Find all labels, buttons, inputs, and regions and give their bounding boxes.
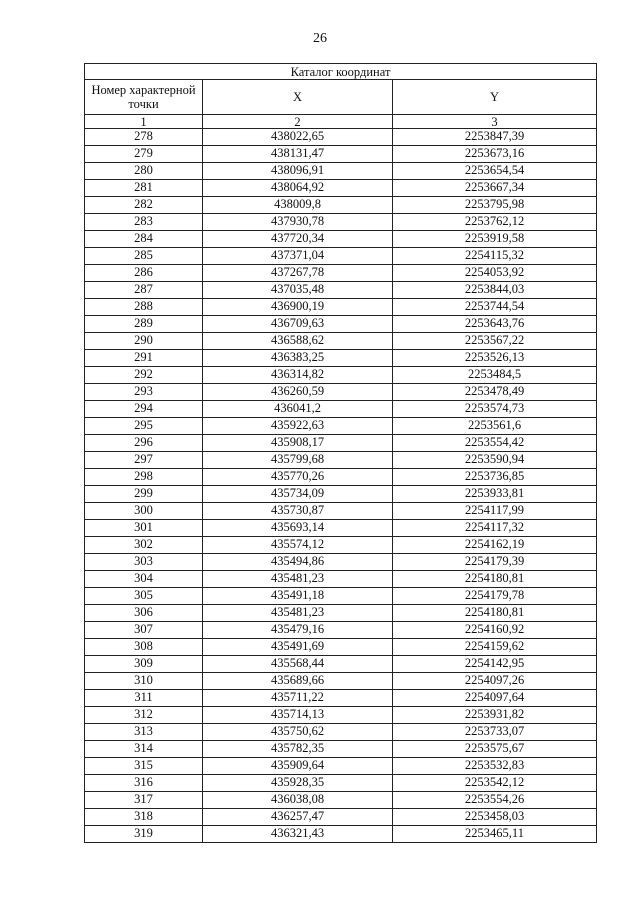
- table-row: [85, 571, 597, 588]
- y-coordinate-cell: 2253744,54: [393, 299, 597, 316]
- point-number-cell: 291: [85, 350, 203, 367]
- x-coordinate-cell: 438009,8: [203, 197, 393, 214]
- table-row: [85, 231, 597, 248]
- point-number-cell: 301: [85, 520, 203, 537]
- point-number-cell: 319: [85, 826, 203, 843]
- table-row: [85, 775, 597, 792]
- table-row: [85, 333, 597, 350]
- point-number-cell: 310: [85, 673, 203, 690]
- table-row: [85, 622, 597, 639]
- column-number-2: 2: [203, 115, 393, 129]
- point-number-cell: 296: [85, 435, 203, 452]
- x-coordinate-cell: 435689,66: [203, 673, 393, 690]
- table-row: [85, 792, 597, 809]
- table-row: [85, 826, 597, 843]
- x-coordinate-cell: 435782,35: [203, 741, 393, 758]
- point-number-cell: 308: [85, 639, 203, 656]
- y-coordinate-cell: 2253554,26: [393, 792, 597, 809]
- header-y: Y: [393, 80, 597, 115]
- table-row: [85, 282, 597, 299]
- point-number-cell: 281: [85, 180, 203, 197]
- table-row: [85, 350, 597, 367]
- table-row: [85, 639, 597, 656]
- y-coordinate-cell: 2253931,82: [393, 707, 597, 724]
- point-number-cell: 278: [85, 129, 203, 146]
- point-number-cell: 313: [85, 724, 203, 741]
- table-row: [85, 809, 597, 826]
- table-row: [85, 741, 597, 758]
- table-row: [85, 367, 597, 384]
- point-number-cell: 282: [85, 197, 203, 214]
- y-coordinate-cell: 2253458,03: [393, 809, 597, 826]
- x-coordinate-cell: 437720,34: [203, 231, 393, 248]
- table-row: [85, 758, 597, 775]
- point-number-cell: 318: [85, 809, 203, 826]
- point-number-cell: 305: [85, 588, 203, 605]
- x-coordinate-cell: 436260,59: [203, 384, 393, 401]
- x-coordinate-cell: 435734,09: [203, 486, 393, 503]
- x-coordinate-cell: 438096,91: [203, 163, 393, 180]
- y-coordinate-cell: 2253574,73: [393, 401, 597, 418]
- table-row: [85, 265, 597, 282]
- y-coordinate-cell: 2253933,81: [393, 486, 597, 503]
- x-coordinate-cell: 436588,62: [203, 333, 393, 350]
- table-row: [85, 724, 597, 741]
- point-number-cell: 306: [85, 605, 203, 622]
- y-coordinate-cell: 2254115,32: [393, 248, 597, 265]
- point-number-cell: 316: [85, 775, 203, 792]
- table-body: [85, 129, 597, 843]
- x-coordinate-cell: 435770,26: [203, 469, 393, 486]
- point-number-cell: 317: [85, 792, 203, 809]
- x-coordinate-cell: 435574,12: [203, 537, 393, 554]
- point-number-cell: 312: [85, 707, 203, 724]
- point-number-cell: 311: [85, 690, 203, 707]
- column-number-1: 1: [85, 115, 203, 129]
- x-coordinate-cell: 436038,08: [203, 792, 393, 809]
- point-number-cell: 294: [85, 401, 203, 418]
- y-coordinate-cell: 2253526,13: [393, 350, 597, 367]
- x-coordinate-cell: 437035,48: [203, 282, 393, 299]
- point-number-cell: 284: [85, 231, 203, 248]
- point-number-cell: 289: [85, 316, 203, 333]
- y-coordinate-cell: 2253667,34: [393, 180, 597, 197]
- point-number-cell: 298: [85, 469, 203, 486]
- x-coordinate-cell: 435491,18: [203, 588, 393, 605]
- y-coordinate-cell: 2254117,99: [393, 503, 597, 520]
- point-number-cell: 280: [85, 163, 203, 180]
- y-coordinate-cell: 2254097,64: [393, 690, 597, 707]
- y-coordinate-cell: 2254180,81: [393, 571, 597, 588]
- table-row: [85, 384, 597, 401]
- y-coordinate-cell: 2254162,19: [393, 537, 597, 554]
- x-coordinate-cell: 435479,16: [203, 622, 393, 639]
- point-number-cell: 295: [85, 418, 203, 435]
- x-coordinate-cell: 435799,68: [203, 452, 393, 469]
- x-coordinate-cell: 435481,23: [203, 571, 393, 588]
- point-number-cell: 288: [85, 299, 203, 316]
- point-number-cell: 309: [85, 656, 203, 673]
- point-number-cell: 283: [85, 214, 203, 231]
- point-number-cell: 286: [85, 265, 203, 282]
- table-row: [85, 146, 597, 163]
- y-coordinate-cell: 2254160,92: [393, 622, 597, 639]
- x-coordinate-cell: 435928,35: [203, 775, 393, 792]
- table-row: [85, 299, 597, 316]
- x-coordinate-cell: 438064,92: [203, 180, 393, 197]
- table-row: [85, 248, 597, 265]
- x-coordinate-cell: 435750,62: [203, 724, 393, 741]
- point-number-cell: 307: [85, 622, 203, 639]
- x-coordinate-cell: 438022,65: [203, 129, 393, 146]
- x-coordinate-cell: 436321,43: [203, 826, 393, 843]
- x-coordinate-cell: 437371,04: [203, 248, 393, 265]
- table-row: [85, 452, 597, 469]
- page-number: 26: [313, 31, 327, 46]
- x-coordinate-cell: 436041,2: [203, 401, 393, 418]
- y-coordinate-cell: 2254142,95: [393, 656, 597, 673]
- y-coordinate-cell: 2253847,39: [393, 129, 597, 146]
- x-coordinate-cell: 435494,86: [203, 554, 393, 571]
- table-row: [85, 537, 597, 554]
- y-coordinate-cell: 2253542,12: [393, 775, 597, 792]
- y-coordinate-cell: 2253844,03: [393, 282, 597, 299]
- table-row: [85, 707, 597, 724]
- y-coordinate-cell: 2253484,5: [393, 367, 597, 384]
- table-row: [85, 520, 597, 537]
- coordinate-catalog-table: [84, 63, 597, 843]
- x-coordinate-cell: 436257,47: [203, 809, 393, 826]
- x-coordinate-cell: 435908,17: [203, 435, 393, 452]
- y-coordinate-cell: 2253762,12: [393, 214, 597, 231]
- table-row: [85, 503, 597, 520]
- y-coordinate-cell: 2253919,58: [393, 231, 597, 248]
- x-coordinate-cell: 436900,19: [203, 299, 393, 316]
- table-row: [85, 469, 597, 486]
- x-coordinate-cell: 438131,47: [203, 146, 393, 163]
- y-coordinate-cell: 2253567,22: [393, 333, 597, 350]
- x-coordinate-cell: 435909,64: [203, 758, 393, 775]
- x-coordinate-cell: 435693,14: [203, 520, 393, 537]
- y-coordinate-cell: 2253465,11: [393, 826, 597, 843]
- table-row: [85, 673, 597, 690]
- y-coordinate-cell: 2253554,42: [393, 435, 597, 452]
- table-row: [85, 690, 597, 707]
- y-coordinate-cell: 2253590,94: [393, 452, 597, 469]
- table-row: [85, 656, 597, 673]
- x-coordinate-cell: 435711,22: [203, 690, 393, 707]
- y-coordinate-cell: 2253733,07: [393, 724, 597, 741]
- point-number-cell: 290: [85, 333, 203, 350]
- point-number-cell: 285: [85, 248, 203, 265]
- y-coordinate-cell: 2253795,98: [393, 197, 597, 214]
- y-coordinate-cell: 2253561,6: [393, 418, 597, 435]
- point-number-cell: 303: [85, 554, 203, 571]
- table-row: [85, 588, 597, 605]
- table-row: [85, 605, 597, 622]
- point-number-cell: 300: [85, 503, 203, 520]
- point-number-cell: 297: [85, 452, 203, 469]
- x-coordinate-cell: 435714,13: [203, 707, 393, 724]
- x-coordinate-cell: 435568,44: [203, 656, 393, 673]
- x-coordinate-cell: 437267,78: [203, 265, 393, 282]
- point-number-cell: 315: [85, 758, 203, 775]
- table-row: [85, 418, 597, 435]
- y-coordinate-cell: 2253575,67: [393, 741, 597, 758]
- x-coordinate-cell: 436314,82: [203, 367, 393, 384]
- point-number-cell: 299: [85, 486, 203, 503]
- y-coordinate-cell: 2254159,62: [393, 639, 597, 656]
- y-coordinate-cell: 2253478,49: [393, 384, 597, 401]
- column-number-3: 3: [393, 115, 597, 129]
- y-coordinate-cell: 2254117,32: [393, 520, 597, 537]
- table-row: [85, 554, 597, 571]
- y-coordinate-cell: 2254179,39: [393, 554, 597, 571]
- header-point-number: Номер характерной точки: [85, 80, 203, 115]
- table-row: [85, 316, 597, 333]
- point-number-cell: 304: [85, 571, 203, 588]
- x-coordinate-cell: 435481,23: [203, 605, 393, 622]
- table-row: [85, 163, 597, 180]
- y-coordinate-cell: 2254180,81: [393, 605, 597, 622]
- point-number-cell: 314: [85, 741, 203, 758]
- table-caption: Каталог координат: [85, 64, 597, 80]
- y-coordinate-cell: 2254097,26: [393, 673, 597, 690]
- x-coordinate-cell: 435491,69: [203, 639, 393, 656]
- y-coordinate-cell: 2253673,16: [393, 146, 597, 163]
- table-row: [85, 401, 597, 418]
- table-row: [85, 214, 597, 231]
- table-row: [85, 197, 597, 214]
- y-coordinate-cell: 2253532,83: [393, 758, 597, 775]
- y-coordinate-cell: 2254179,78: [393, 588, 597, 605]
- table-row: [85, 129, 597, 146]
- y-coordinate-cell: 2253643,76: [393, 316, 597, 333]
- point-number-cell: 302: [85, 537, 203, 554]
- point-number-cell: 279: [85, 146, 203, 163]
- x-coordinate-cell: 435922,63: [203, 418, 393, 435]
- point-number-cell: 293: [85, 384, 203, 401]
- y-coordinate-cell: 2253736,85: [393, 469, 597, 486]
- table-row: [85, 180, 597, 197]
- x-coordinate-cell: 436383,25: [203, 350, 393, 367]
- point-number-cell: 292: [85, 367, 203, 384]
- point-number-cell: 287: [85, 282, 203, 299]
- x-coordinate-cell: 437930,78: [203, 214, 393, 231]
- y-coordinate-cell: 2253654,54: [393, 163, 597, 180]
- y-coordinate-cell: 2254053,92: [393, 265, 597, 282]
- table-row: [85, 486, 597, 503]
- x-coordinate-cell: 435730,87: [203, 503, 393, 520]
- table-row: [85, 435, 597, 452]
- header-x: X: [203, 80, 393, 115]
- x-coordinate-cell: 436709,63: [203, 316, 393, 333]
